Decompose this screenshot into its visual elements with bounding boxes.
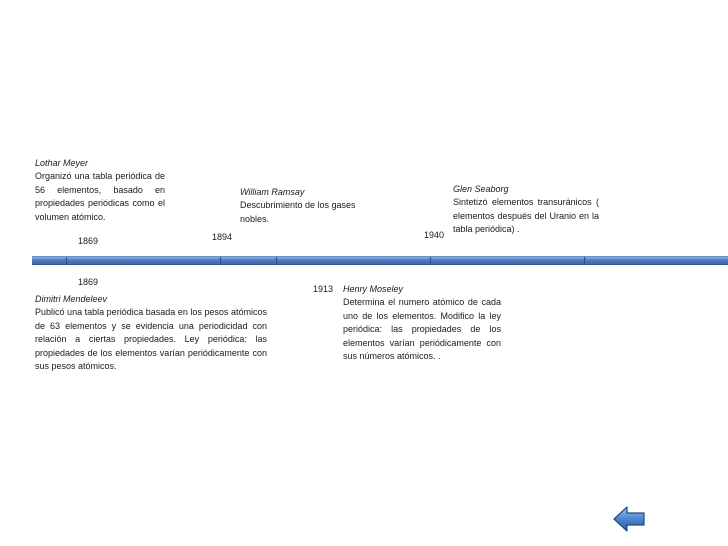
- event-henry-moseley: [343, 283, 501, 363]
- event-glen-seaborg: [453, 183, 599, 237]
- event-name: Glen Seaborg: [453, 184, 509, 194]
- year-label: 1869: [78, 277, 99, 287]
- timeline-tick: [430, 257, 431, 264]
- event-name: Henry Moseley: [343, 284, 404, 294]
- year-label: 1894: [212, 232, 233, 242]
- event-name: William Ramsay: [240, 187, 305, 197]
- timeline-bar: [32, 256, 728, 265]
- event-description: Sintetizó elementos transuránicos ( elementos después del Uranio en la tabla periódica) .: [453, 197, 599, 235]
- event-lothar-meyer: [35, 157, 165, 224]
- back-button[interactable]: [612, 504, 648, 534]
- year-label: 1913: [313, 284, 334, 294]
- event-description: Publicó una tabla periódica basada en los pesos atómicos de 63 elementos y se evidencia una periodicidad con relación a ciertas propiedades. Ley periódica: las propiedades de los elementos varían periódicamente con sus pesos atómicos.: [35, 307, 267, 372]
- event-description: Determina el numero atómico de cada uno de los elementos. Modifico la ley periódica: las propiedades de los elementos varían periódicamente con sus números atómicos. .: [343, 297, 501, 362]
- back-arrow-icon: [612, 504, 648, 534]
- year-label: 1869: [78, 236, 99, 246]
- event-description: Descubrimiento de los gases nobles.: [240, 200, 356, 224]
- event-name: Lothar Meyer: [35, 158, 89, 168]
- event-william-ramsay: [240, 186, 370, 226]
- event-dimitri-mendeleev: [35, 293, 267, 373]
- timeline-tick: [276, 257, 277, 264]
- year-label: 1940: [424, 230, 445, 240]
- event-description: Organizó una tabla periódica de 56 elementos, basado en propiedades periódicas como el volumen atómico.: [35, 171, 165, 222]
- timeline-tick: [220, 257, 221, 264]
- timeline-tick: [66, 257, 67, 264]
- event-name: Dimitri Mendeleev: [35, 294, 108, 304]
- timeline-tick: [584, 257, 585, 264]
